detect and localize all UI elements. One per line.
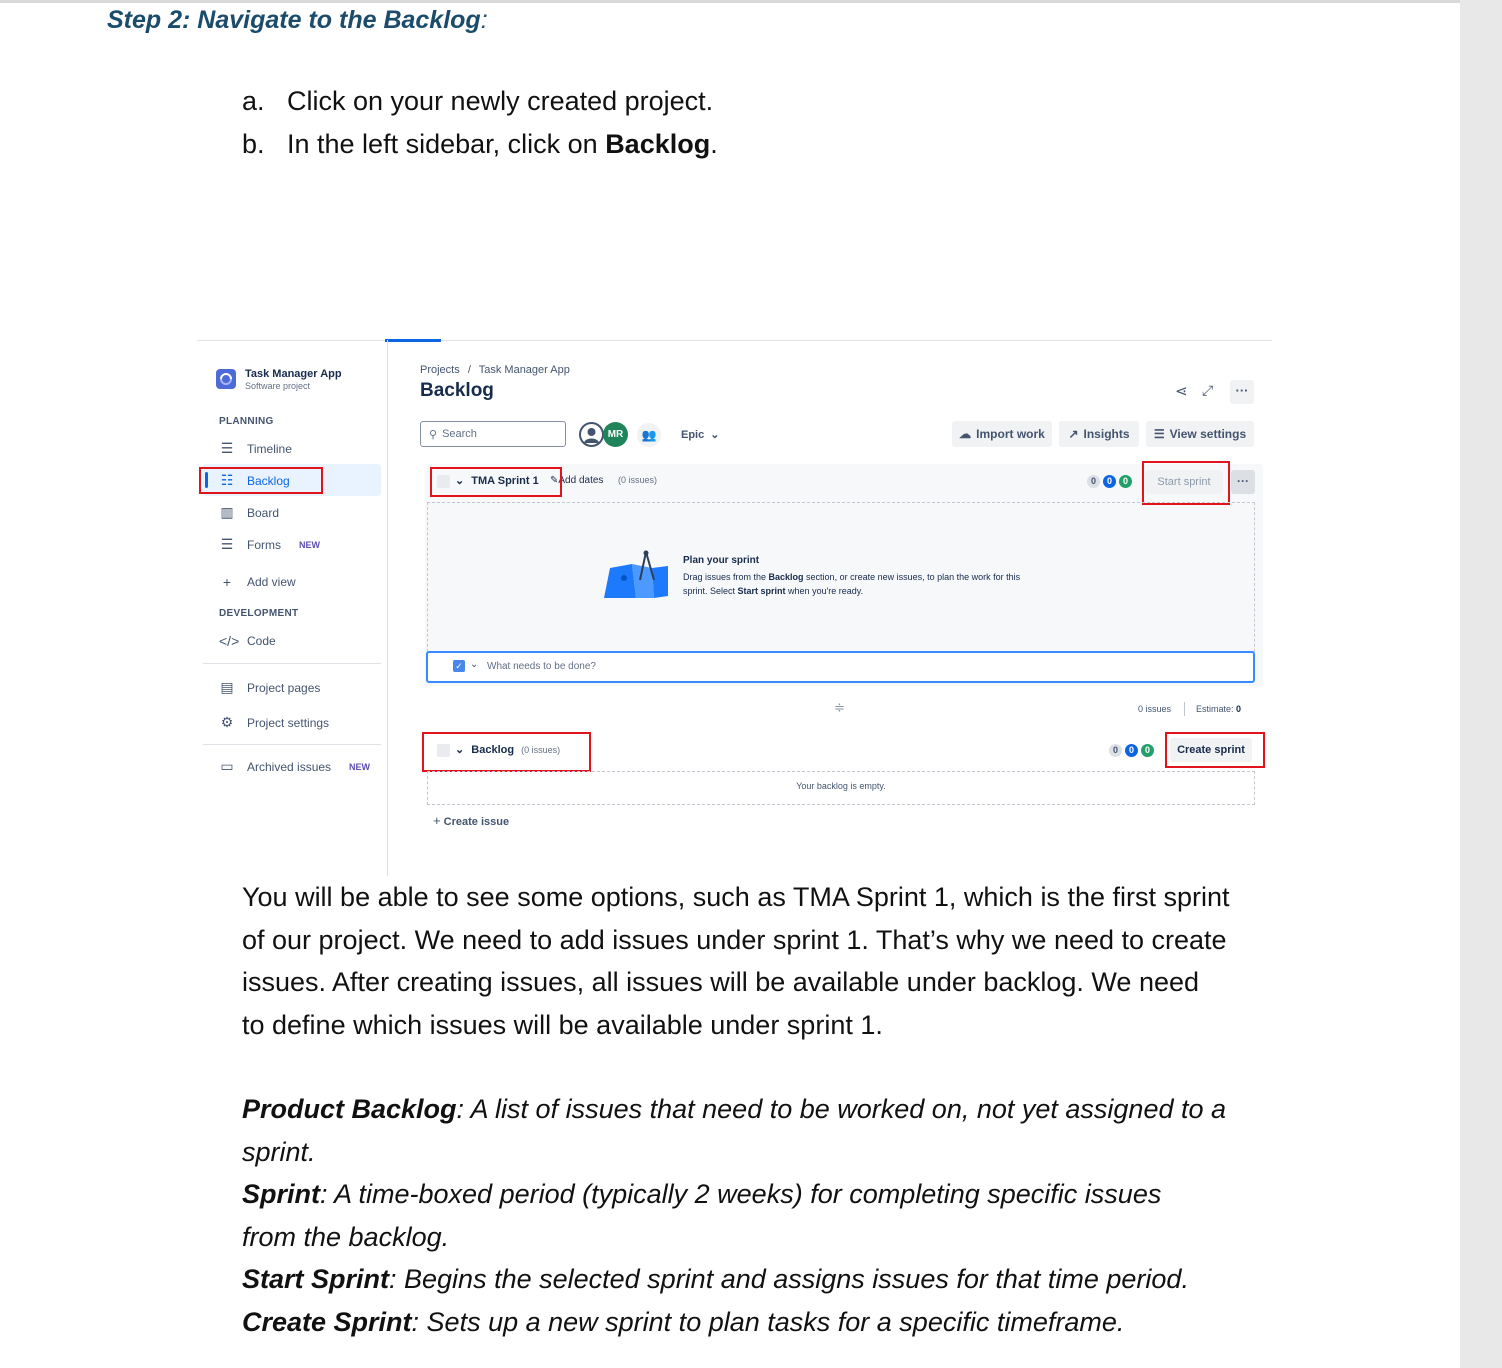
backlog-issue-count: (0 issues): [521, 745, 561, 755]
paragraph-line: of our project. We need to add issues under sprint 1. That’s why we need to create: [242, 924, 1227, 955]
create-issue-button[interactable]: + Create issue: [433, 813, 510, 828]
chevron-down-icon: ⌄: [455, 475, 465, 487]
chart-icon: ↗: [1068, 427, 1079, 441]
more-actions-icon[interactable]: ···: [1230, 380, 1254, 404]
sprint-status-counts: [1087, 475, 1132, 488]
breadcrumb-projects[interactable]: Projects: [420, 364, 460, 376]
scrollbar-gutter[interactable]: [1460, 0, 1502, 1368]
import-work-button[interactable]: ☁ Import work: [952, 421, 1052, 447]
paragraph-line: You will be able to see some options, such as TMA Sprint 1, which is the first sprint: [242, 882, 1230, 912]
page-top-border: [0, 0, 1460, 3]
definition-sprint-cont: from the backlog.: [242, 1221, 450, 1252]
in-progress-count: 0: [1125, 744, 1138, 757]
sprint-issue-count: (0 issues): [618, 475, 658, 485]
search-icon: ⚲: [429, 428, 438, 441]
definition-create-sprint: Create Sprint: Sets up a new sprint to plan tasks for a specific timeframe.: [242, 1306, 1125, 1337]
avatar[interactable]: MR: [603, 422, 628, 447]
backlog-status-counts: [1109, 744, 1154, 757]
development-section-label: DEVELOPMENT: [219, 608, 299, 619]
plan-sprint-illustration: [602, 550, 670, 602]
sprint-more-icon[interactable]: ···: [1231, 470, 1255, 494]
gear-icon: ⚙: [220, 714, 234, 730]
chevron-down-icon[interactable]: ⌄: [470, 659, 479, 670]
code-icon: </>: [219, 633, 240, 649]
sliders-icon: ☰: [1153, 427, 1165, 441]
backlog-icon: ☷: [220, 472, 234, 488]
done-count: 0: [1141, 744, 1154, 757]
sprint-name[interactable]: TMA Sprint 1: [471, 475, 539, 487]
estimate-summary: Estimate: 0: [1196, 704, 1242, 714]
chevron-down-icon: ⌄: [710, 429, 720, 441]
sidebar-item-archived-issues[interactable]: ▭ Archived issues NEW: [220, 758, 371, 774]
sprint-issues-summary: 0 issues: [1138, 704, 1172, 714]
page-title: Backlog: [420, 380, 494, 401]
jira-backlog-screenshot: [197, 336, 1272, 876]
definition-start-sprint: Start Sprint: Begins the selected sprint and assigns issues for that time period.: [242, 1264, 1189, 1294]
plan-sprint-line-2: sprint. Select Start sprint when you're ready.: [683, 586, 864, 596]
forms-icon: ☰: [220, 536, 234, 552]
active-tab-indicator: [385, 339, 441, 342]
insights-button[interactable]: ↗ Insights: [1059, 421, 1139, 447]
sidebar-item-code[interactable]: </> Code: [219, 633, 276, 649]
step-item-b: b. In the left sidebar, click on Backlog.: [242, 129, 718, 159]
highlight-create-sprint: [1165, 732, 1265, 768]
pencil-icon: ✎: [550, 475, 559, 486]
sidebar-divider: [387, 340, 388, 876]
new-issue-placeholder: What needs to be done?: [487, 661, 596, 672]
view-settings-button[interactable]: ☰ View settings: [1146, 421, 1254, 447]
expand-icon[interactable]: ⤢: [1202, 382, 1214, 398]
highlight-backlog-nav: [199, 467, 323, 494]
done-count: 0: [1119, 475, 1132, 488]
add-dates-link[interactable]: ✎Add dates: [550, 475, 604, 486]
plan-sprint-line-1: Drag issues from the Backlog section, or create new issues, to plan the work for this: [683, 572, 1021, 582]
definition-product-backlog-cont: sprint.: [242, 1136, 316, 1167]
epic-filter[interactable]: Epic ⌄: [681, 429, 720, 441]
breadcrumb: Projects / Task Manager App: [420, 364, 570, 376]
explanation-paragraph: [242, 876, 1276, 1046]
top-divider: [197, 340, 1272, 341]
share-icon[interactable]: ⋖: [1175, 383, 1188, 400]
timeline-icon: ☰: [220, 440, 234, 456]
step-item-a: a. Click on your newly created project.: [242, 86, 714, 116]
sidebar-item-forms[interactable]: ☰ Forms NEW: [220, 536, 320, 552]
definition-product-backlog: Product Backlog: A list of issues that need to be worked on, not yet assigned to a: [242, 1094, 1227, 1124]
highlight-sprint-name: [430, 467, 562, 497]
backlog-empty-message: Your backlog is empty.: [796, 781, 886, 791]
add-people-icon[interactable]: 👥: [637, 423, 661, 447]
step-heading: Step 2: Navigate to the Backlog:: [107, 6, 488, 34]
sidebar-item-timeline[interactable]: ☰ Timeline: [220, 440, 292, 456]
paragraph-line: to define which issues will be available under sprint 1.: [242, 1009, 883, 1040]
sidebar-item-project-settings[interactable]: ⚙ Project settings: [220, 714, 330, 730]
project-type: Software project: [245, 381, 311, 391]
board-icon: ▥: [220, 504, 234, 520]
user-avatar-icon[interactable]: [579, 422, 604, 447]
highlight-start-sprint: [1142, 461, 1230, 505]
sidebar-divider-2: [203, 744, 381, 745]
search-input[interactable]: ⚲ Search: [420, 421, 566, 447]
plus-icon: +: [222, 574, 232, 590]
breadcrumb-project[interactable]: Task Manager App: [478, 364, 570, 376]
start-sprint-button[interactable]: Start sprint: [1145, 470, 1223, 494]
resize-handle-icon[interactable]: ≑: [834, 700, 845, 715]
todo-count: 0: [1087, 475, 1100, 488]
in-progress-count: 0: [1103, 475, 1116, 488]
definitions-list: [242, 1088, 1276, 1343]
sidebar-item-project-pages[interactable]: ▤ Project pages: [220, 679, 321, 695]
sidebar-item-add-view[interactable]: + Add view: [219, 574, 296, 590]
project-logo-icon: [216, 369, 236, 389]
definition-sprint: Sprint: A time-boxed period (typically 2 weeks) for completing specific issues: [242, 1179, 1162, 1209]
planning-section-label: PLANNING: [219, 416, 274, 427]
highlight-backlog-section: [422, 732, 591, 772]
project-name[interactable]: Task Manager App: [245, 368, 342, 380]
sidebar-item-board[interactable]: ▥ Board: [220, 504, 280, 520]
issue-type-icon[interactable]: ✓: [453, 660, 465, 672]
plan-sprint-title: Plan your sprint: [683, 555, 760, 566]
sidebar-divider-1: [203, 663, 381, 664]
plus-icon: +: [433, 813, 441, 828]
backlog-name[interactable]: Backlog: [471, 744, 515, 756]
summary-divider: [1184, 702, 1185, 716]
paragraph-line: issues. After creating issues, all issues will be available under backlog. We need: [242, 967, 1200, 997]
archive-icon: ▭: [220, 758, 234, 774]
sidebar-backlog-label[interactable]: ☷ Backlog: [220, 472, 290, 488]
chevron-down-icon: ⌄: [455, 744, 465, 756]
todo-count: 0: [1109, 744, 1122, 757]
cloud-upload-icon: ☁: [959, 427, 972, 441]
page-icon: ▤: [220, 679, 234, 695]
create-sprint-button[interactable]: Create sprint: [1170, 738, 1252, 762]
